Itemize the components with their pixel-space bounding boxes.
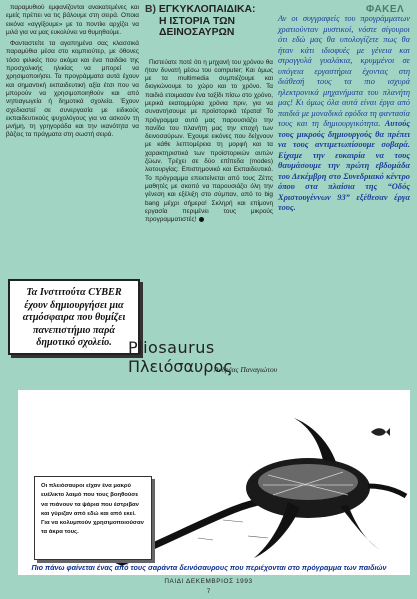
heading-line-1: ΕΓΚΥΚΛΟΠΑΙΔΙΚΑ:	[158, 4, 256, 15]
image-caption: Πιο πάνω φαίνεται ένας από τους σαράντα δεινόσαυρους που περιέχονται στο πρόγραμμα των παιδιών	[31, 563, 387, 572]
heading-line-3: ΔΕΙΝΟΣΑΥΡΩΝ	[159, 27, 235, 38]
end-bullet-icon	[199, 217, 204, 222]
left-column	[6, 4, 139, 143]
heading-line-2: Η ΙΣΤΟΡΙΑ ΤΩΝ	[159, 15, 235, 27]
section-heading	[145, 4, 273, 39]
right-text: Αν οι συγγραφείς του προγράμματων χρατιούνταν μυστικοί, νόστε σίγουροι ότι εδώ μας θα υπολογίζετε πως θα ήταν κάτι ιδιοφυές με γένεια και στρογγυλά γυαλάκια, κρυμμένοι σε υπόγεια εργαστήρια έχοντας στη διάθεσή τους τα πιο ισχυρά ηλεκτρονικά μηχανήματα του πλανήτη μας! Κι όμως όλα αυτά είναι έργα από παιδιά με μοναδικά εφόδια τη φαντασία τους και τη δημιουργικότητα.	[278, 14, 410, 128]
cyber-callout-text: Τα Ινστιτούτα CYBER έχουν δημιουργήσει μια ατμόσφαιρα που θυμίζει πανεπιστήμιο παρά δημοτικό σχολείο.	[22, 287, 126, 348]
right-column	[278, 14, 410, 214]
middle-body	[145, 59, 273, 225]
footer-issue: ΠΑΙΔΙ ΔΕΚΕΜΒΡΙΟΣ 1993	[164, 578, 253, 585]
right-highlight: Αυτούς τους μικρούς δημιουργούς θα πρέπει να τους αντιμετωπίσουμε σοβαρά. Είχαμε την ευκαιρία να τους θαυμάσουμε την πρώτη εβδομάδα του Δεκέμβρη στο Συνεδριακό κέντρο όπου στα πλαίσια της “Οδός Χριστουγέννων 93” εξέθεσαν έργα τους.	[278, 119, 410, 212]
top-flipper	[294, 418, 336, 462]
back-flipper	[340, 505, 380, 550]
author-name: Ανδρέας Παναγιώτου	[214, 365, 278, 374]
fish-icon	[371, 428, 390, 436]
heading-number: B)	[145, 4, 156, 15]
middle-column	[145, 4, 273, 224]
middle-paragraph-1: Πιστεύατε ποτέ ότι η μηχανή του χρόνου θα ήταν δυνατή μέσω του computer; Και όμως με τα multimedia συμπιέζουμε και διογκώνουμε το χώρο και το χρόνο. Τα παιδιά ετοιμασαν ένα ταξίδι πίσω στο χρόνο, μερικά εκατομμύρια χρόνια πριν, για να συναντήσουμε με προϊστορικά τέρατα! Το πρόγραμμα αυτό μας παρουσιάζει την πανίδα του πλανήτη μας την εποχή των δεινοσαύρων. Έχουμε εικόνες που δείχνουν με κάθε λεπτομέρεια τη μορφή και τα χαρακτηριστικά των προϊστορικών αυτών ζώων. Τρέχει σε δύο επίπεδα (modes) λειτουργίας: Επιστημονικό και Εκπαιδευτικό. Το πρόγραμμα επεκτείνεται από τους Ζέττς μαθητές με σκοπό να παρουσιάζει όλη την γένεση και εξέλιξη στο σύμπαν, από το big bang μέχρι σήμερα! Σκληρή και επίμονη εργασία περιμένει τους μικρούς προγραμματιστές!	[145, 58, 273, 224]
left-paragraph-2: Φανταστείτε τα αγαπημένα σας κλασσικά παραμύθια μέσα στο κομπιούτερ, με όθονες τόσο φιλικές που ακόμα και ένα παιδάκι της προσχολικής ηλικίας να μπορεί να χρησιμοποιήσει. Τα προγράμματα αυτά έχουν και σημαντική εκπαιδευτική αξία έτσι που να μπορούν να χρησιμοποιηθούν και από νηπιαγωγεία ή δημοτικά σχολεία. Έχουν σχεδιαστεί σε συνεργασία με ειδικούς εκπαιδευτικούς ψυχολόγους για να ασκούν τη μνήμη, τη γρηγοράδα και την ικανότητα να βάζεις τα πράγματα στη σωστή σειρά.	[6, 40, 139, 139]
pliosaurus-caption-box	[34, 476, 152, 560]
title-latin: Pliosaurus	[128, 338, 215, 357]
title-greek: Πλειόσαυρος	[128, 357, 233, 376]
pliosaurus-caption: Οι πλειόσαυροι είχαν ένα μακρύ ευέλικτο λαιμό που τους βοηθούσε να πιάνουν τα ψάρια που έστριβαν και γύριζαν από εδώ και από εκεί. Για να κολυμπούν χρησιμοποιούσαν τα άκρα τους.	[41, 483, 144, 536]
section-tab: ΦΑΚΕΛ	[366, 4, 405, 15]
pliosaurus-tail	[368, 486, 406, 496]
page-number: 7	[206, 588, 211, 595]
left-paragraph-1: παραμυθιού εμφανίζονται ανακατεμένες και εμείς πρέπει να τις βάλουμε στη σειρά. Οποια εικόνα «αγγίξουμε» με το ποντίκι αρχίζει να μιλά για να μας ευκολύνει να θυμηθούμε.	[6, 4, 139, 36]
cyber-callout-box	[8, 279, 140, 355]
